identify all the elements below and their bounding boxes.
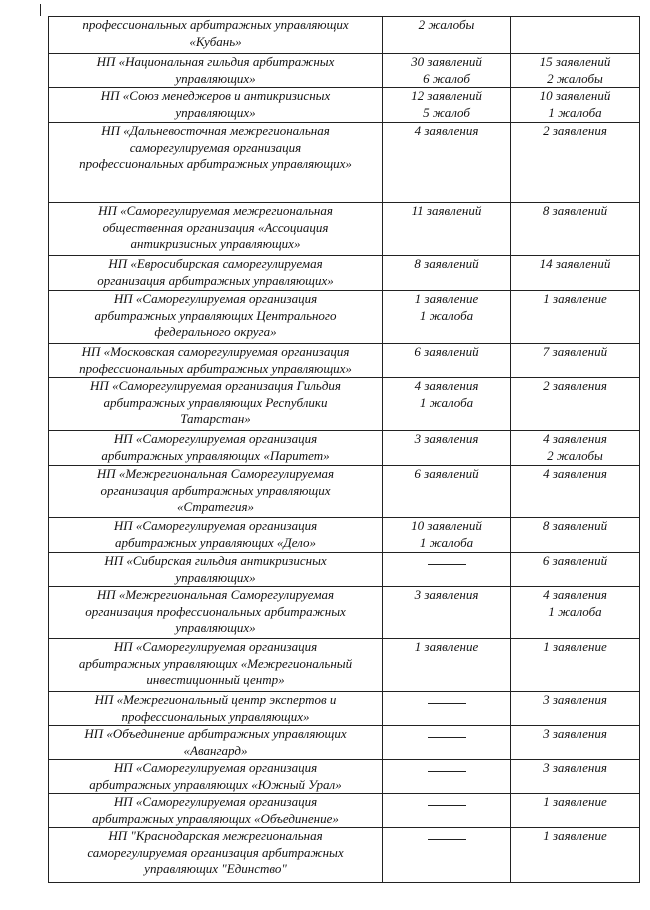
organization-name-line: НП «Национальная гильдия арбитражных <box>96 54 335 69</box>
column3-cell <box>511 794 640 828</box>
column3-cell <box>511 256 640 291</box>
table-row <box>49 123 640 203</box>
empty-dash <box>428 692 466 704</box>
organization-name-line: саморегулируемая организация арбитражных <box>87 844 344 860</box>
column3-cell <box>511 123 640 203</box>
organization-name-line: управляющих "Единство" <box>144 861 287 876</box>
count-value: 15 заявлений <box>539 54 611 69</box>
organization-name-line: профессиональных арбитражных управляющих» <box>79 360 352 376</box>
table-body <box>49 17 640 883</box>
organization-name-line: НП «Межрегиональная Саморегулируемая <box>96 587 335 602</box>
column2-cell <box>383 828 511 883</box>
count-value: 10 заявлений <box>539 88 611 103</box>
count-value: 8 заявлений <box>542 518 608 533</box>
organization-name-line: антикризисных управляющих» <box>130 236 301 251</box>
column3-cell <box>511 726 640 760</box>
count-value: 3 заявления <box>543 726 607 741</box>
count-value: 2 жалобы <box>418 17 475 32</box>
count-value: 3 заявления <box>543 760 607 775</box>
organization-name-line: НП «Саморегулируемая межрегиональная <box>98 203 333 218</box>
count-value: 7 заявлений <box>542 344 608 359</box>
count-value: 1 жалоба <box>419 534 474 550</box>
organization-name-line: НП «Объединение арбитражных управляющих <box>84 726 347 741</box>
organization-name-line: арбитражных управляющих «Паритет» <box>101 447 330 463</box>
organization-cell <box>49 344 383 378</box>
count-value: 1 заявление <box>543 291 607 306</box>
organization-name-line: НП «Саморегулируемая организация <box>113 431 318 446</box>
column2-cell <box>383 639 511 692</box>
count-value: 10 заявлений <box>411 518 482 533</box>
count-value: 3 заявления <box>543 692 607 707</box>
column2-cell <box>383 123 511 203</box>
organization-name-line: НП «Саморегулируемая организация Гильдия <box>90 378 341 393</box>
column2-cell <box>383 344 511 378</box>
column3-cell <box>511 88 640 123</box>
count-value: 2 заявления <box>543 378 607 393</box>
organization-name-line: саморегулируемая организация <box>129 139 302 155</box>
table-row <box>49 431 640 466</box>
table-row <box>49 466 640 518</box>
column2-cell <box>383 17 511 54</box>
column2-cell <box>383 518 511 553</box>
organization-name-line: «Стратегия» <box>176 499 255 514</box>
table-row <box>49 692 640 726</box>
column3-cell <box>511 291 640 344</box>
table-row <box>49 54 640 88</box>
organization-name-line: арбитражных управляющих «Межрегиональный <box>78 655 353 671</box>
organization-name-line: НП "Краснодарская межрегиональная <box>108 828 323 843</box>
column2-cell <box>383 54 511 88</box>
column2-cell <box>383 291 511 344</box>
organization-name-line: арбитражных управляющих Республики <box>103 394 328 410</box>
table-row <box>49 760 640 794</box>
table-row <box>49 291 640 344</box>
count-value: 4 заявления <box>543 587 607 602</box>
column2-cell <box>383 378 511 431</box>
count-value: 1 заявление <box>543 828 607 843</box>
organization-name-line: арбитражных управляющих «Объединение» <box>92 810 339 826</box>
organization-cell <box>49 466 383 518</box>
empty-dash <box>428 726 466 738</box>
organization-name-line: НП «Саморегулируемая организация <box>113 291 318 306</box>
organization-name-line: Татарстан» <box>180 411 251 426</box>
count-value: 6 заявлений <box>414 344 479 359</box>
organization-cell <box>49 828 383 883</box>
organization-cell <box>49 203 383 256</box>
organization-name-line: НП «Саморегулируемая организация <box>113 639 318 654</box>
table-row <box>49 17 640 54</box>
column3-cell <box>511 828 640 883</box>
table-row <box>49 344 640 378</box>
organization-name-line: арбитражных управляющих «Дело» <box>115 534 316 550</box>
column3-cell <box>511 466 640 518</box>
organization-name-line: НП «Сибирская гильдия антикризисных <box>104 553 327 568</box>
organization-name-line: инвестиционный центр» <box>146 672 285 687</box>
organization-name-line: профессиональных арбитражных управляющих» <box>79 156 352 171</box>
organization-cell <box>49 378 383 431</box>
organization-name-line: управляющих» <box>175 70 256 86</box>
table-row <box>49 726 640 760</box>
column2-cell <box>383 726 511 760</box>
count-value: 14 заявлений <box>539 256 611 271</box>
count-value: 6 заявлений <box>414 466 479 481</box>
organization-name-line: НП «Саморегулируемая организация <box>113 794 318 809</box>
column2-cell <box>383 553 511 587</box>
count-value: 4 заявления <box>543 466 607 481</box>
organization-name-line: управляющих» <box>175 569 256 585</box>
organization-cell <box>49 639 383 692</box>
column2-cell <box>383 760 511 794</box>
organization-cell <box>49 587 383 639</box>
column2-cell <box>383 203 511 256</box>
sro-complaints-table <box>48 16 640 883</box>
empty-dash <box>428 553 466 565</box>
count-value: 2 заявления <box>543 123 607 138</box>
table-row <box>49 378 640 431</box>
organization-name-line: НП «Межрегиональная Саморегулируемая <box>96 466 335 481</box>
column3-cell <box>511 203 640 256</box>
organization-cell <box>49 17 383 54</box>
organization-name-line: организация профессиональных арбитражных <box>85 603 346 619</box>
organization-cell <box>49 726 383 760</box>
count-value: 30 заявлений <box>411 54 482 69</box>
table-row <box>49 256 640 291</box>
organization-name-line: НП «Союз менеджеров и антикризисных <box>100 88 331 103</box>
count-value: 4 заявления <box>414 123 479 138</box>
column3-cell <box>511 639 640 692</box>
column2-cell <box>383 587 511 639</box>
count-value: 8 заявлений <box>414 256 479 271</box>
count-value: 1 заявление <box>414 291 479 306</box>
organization-cell <box>49 123 383 203</box>
count-value: 1 жалоба <box>548 603 602 619</box>
column3-cell <box>511 344 640 378</box>
count-value: 6 заявлений <box>542 553 608 568</box>
table-row <box>49 203 640 256</box>
organization-name-line: организация арбитражных управляющих» <box>97 272 334 288</box>
table-row <box>49 88 640 123</box>
column3-cell <box>511 54 640 88</box>
table-row <box>49 794 640 828</box>
organization-cell <box>49 692 383 726</box>
table-row <box>49 553 640 587</box>
empty-dash <box>428 794 466 806</box>
column2-cell <box>383 692 511 726</box>
organization-name-line: НП «Межрегиональный центр экспертов и <box>94 692 337 707</box>
organization-cell <box>49 431 383 466</box>
count-value: 2 жалобы <box>547 447 603 463</box>
count-value: 6 жалоб <box>423 70 470 86</box>
count-value: 2 жалобы <box>547 70 603 86</box>
column3-cell <box>511 17 640 54</box>
organization-name-line: НП «Московская саморегулируемая организация <box>81 344 350 359</box>
count-value: 4 заявления <box>414 378 479 393</box>
column2-cell <box>383 794 511 828</box>
count-value: 1 заявление <box>414 639 479 654</box>
organization-cell <box>49 291 383 344</box>
organization-name-line: профессиональных управляющих» <box>121 708 310 724</box>
column3-cell <box>511 587 640 639</box>
organization-name-line: общественная организация «Ассоциация <box>102 219 329 235</box>
table-row <box>49 828 640 883</box>
organization-cell <box>49 760 383 794</box>
column3-cell <box>511 692 640 726</box>
count-value: 1 заявление <box>543 794 607 809</box>
count-value: 11 заявлений <box>411 203 482 218</box>
column2-cell <box>383 466 511 518</box>
empty-dash <box>428 760 466 772</box>
organization-name-line: НП «Саморегулируемая организация <box>113 760 318 775</box>
column2-cell <box>383 431 511 466</box>
organization-cell <box>49 256 383 291</box>
count-value: 1 жалоба <box>419 394 474 410</box>
organization-cell <box>49 518 383 553</box>
organization-name-line: управляющих» <box>175 104 256 120</box>
count-value: 3 заявления <box>414 431 479 446</box>
organization-name-line: НП «Евросибирская саморегулируемая <box>108 256 323 271</box>
organization-name-line: НП «Дальневосточная межрегиональная <box>101 123 330 138</box>
column3-cell <box>511 553 640 587</box>
organization-name-line: организация арбитражных управляющих <box>100 482 331 498</box>
count-value: 1 жалоба <box>419 307 474 323</box>
table-row <box>49 587 640 639</box>
organization-name-line: «Авангард» <box>183 742 248 758</box>
column3-cell <box>511 518 640 553</box>
column3-cell <box>511 431 640 466</box>
organization-name-line: «Кубань» <box>189 33 242 49</box>
organization-name-line: управляющих» <box>175 620 256 635</box>
organization-cell <box>49 553 383 587</box>
organization-cell <box>49 54 383 88</box>
organization-name-line: федерального округа» <box>154 324 277 339</box>
count-value: 3 заявления <box>414 587 479 602</box>
column2-cell <box>383 256 511 291</box>
organization-cell <box>49 794 383 828</box>
margin-mark <box>40 4 41 16</box>
organization-name-line: НП «Саморегулируемая организация <box>113 518 318 533</box>
table-row <box>49 639 640 692</box>
count-value: 5 жалоб <box>423 104 470 120</box>
count-value: 12 заявлений <box>411 88 482 103</box>
organization-name-line: арбитражных управляющих Центрального <box>94 307 337 323</box>
count-value: 1 жалоба <box>548 104 602 120</box>
organization-name-line: арбитражных управляющих «Южный Урал» <box>89 776 342 792</box>
column2-cell <box>383 88 511 123</box>
column3-cell <box>511 760 640 794</box>
table-row <box>49 518 640 553</box>
count-value: 4 заявления <box>543 431 607 446</box>
empty-dash <box>428 828 466 840</box>
organization-cell <box>49 88 383 123</box>
column3-cell <box>511 378 640 431</box>
count-value: 8 заявлений <box>542 203 608 218</box>
organization-name-line: профессиональных арбитражных управляющих <box>82 17 349 32</box>
count-value: 1 заявление <box>543 639 607 654</box>
